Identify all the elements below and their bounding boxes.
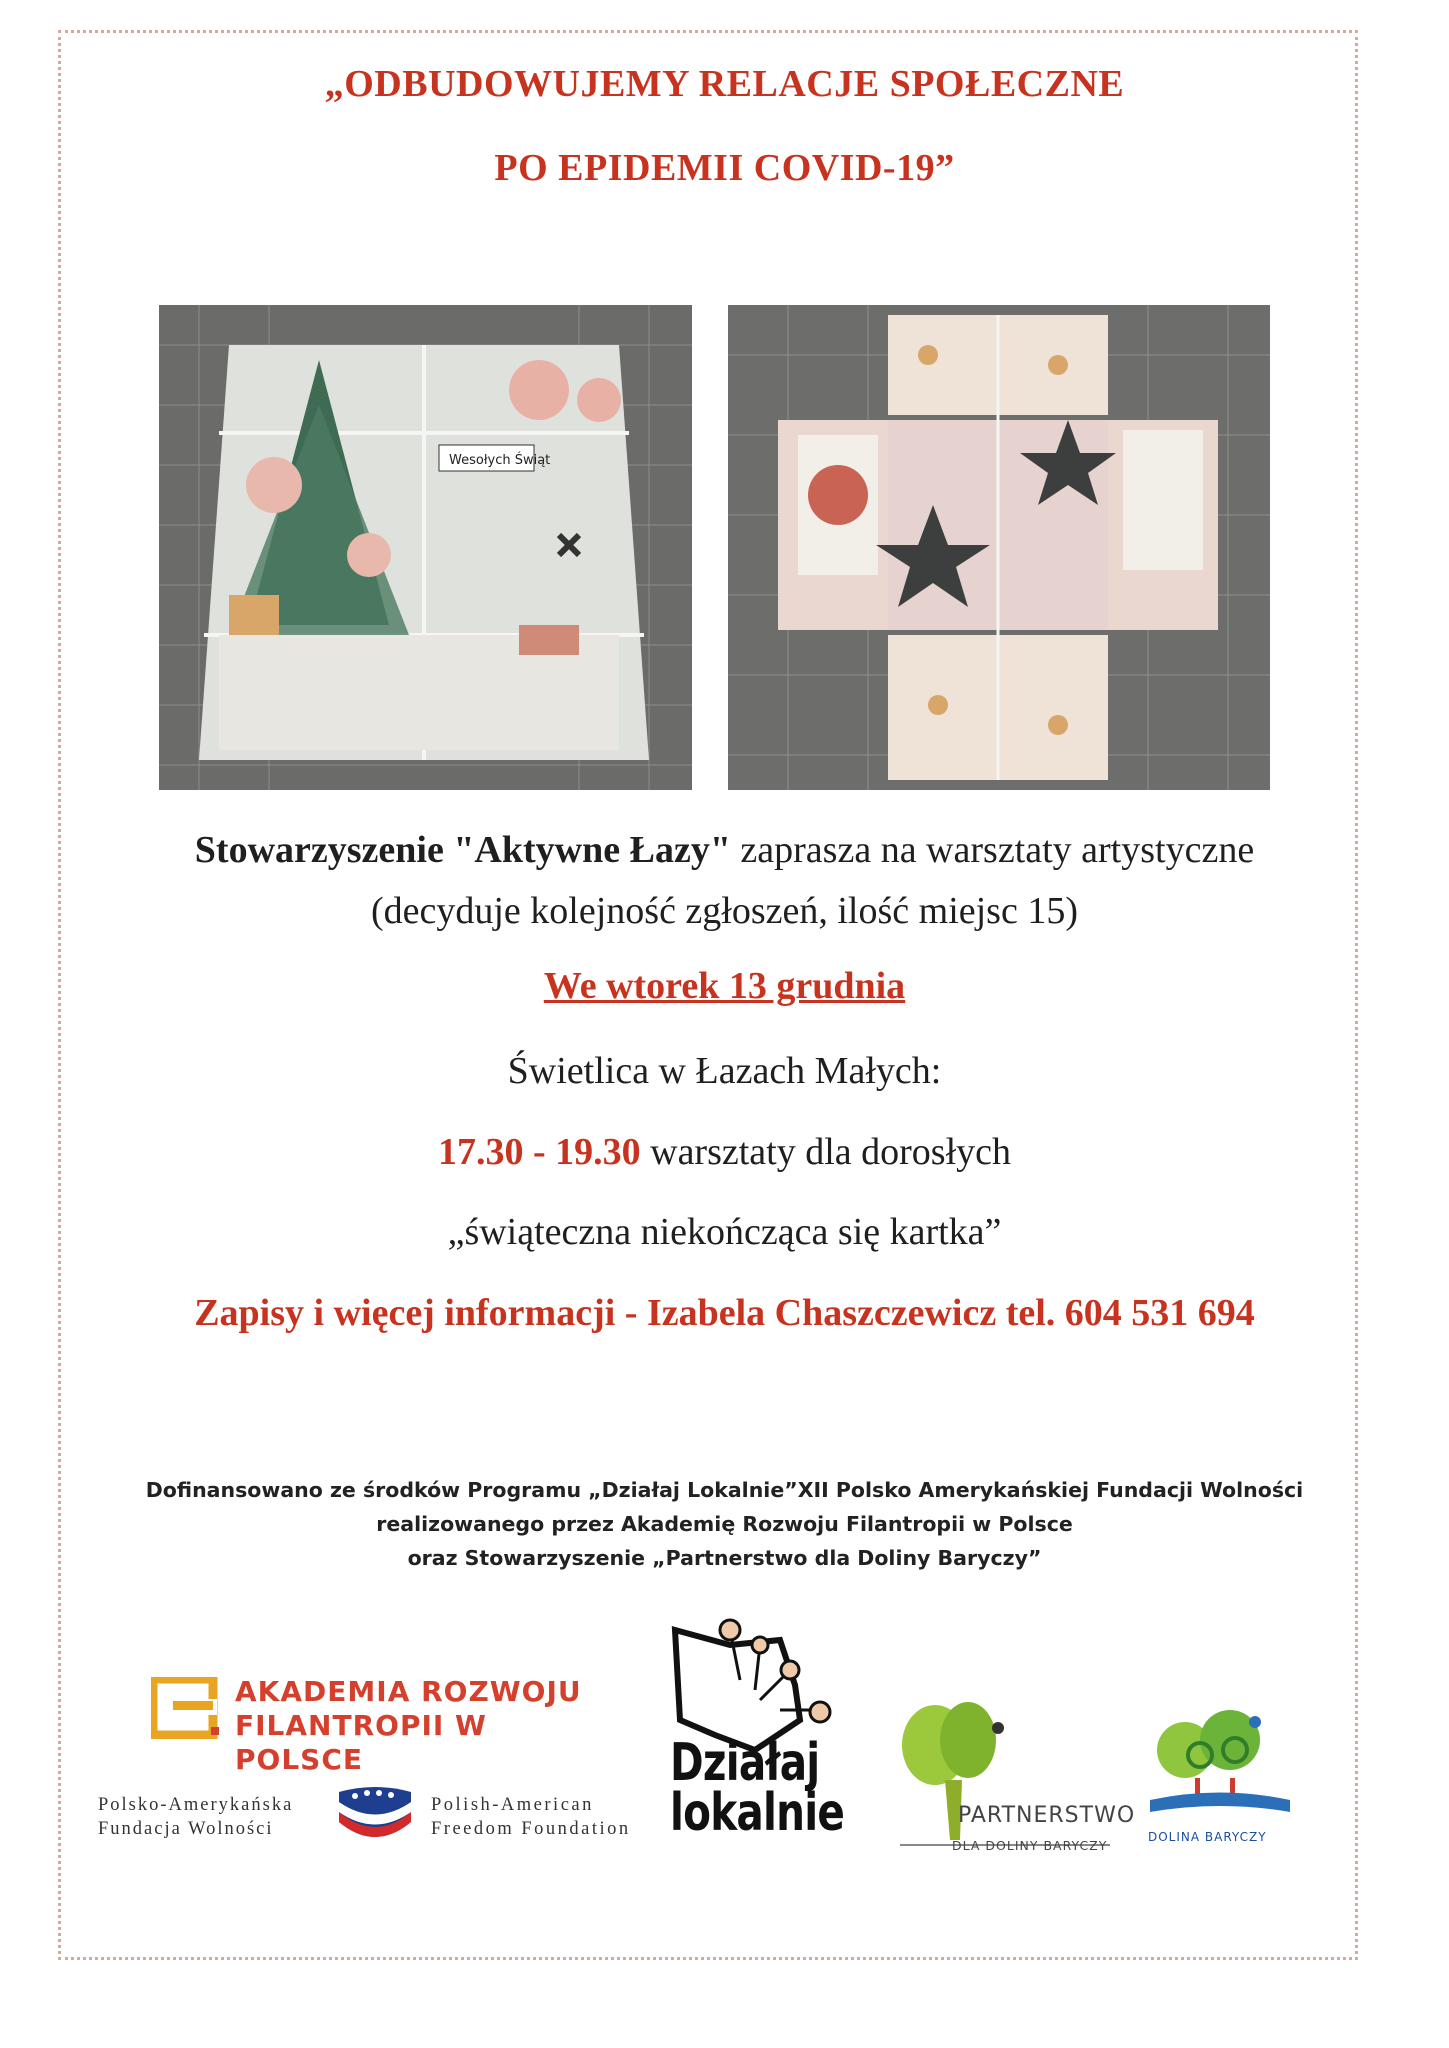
pafw-en-line2: Freedom Foundation (431, 1819, 631, 1839)
funding-line1: Dofinansowano ze środków Programu „Działaj Lokalnie”XII Polsko Amerykańskiej Fundacji Wolności (145, 1478, 1304, 1502)
funding-line3: oraz Stowarzyszenie „Partnerstwo dla Doliny Baryczy” (407, 1546, 1042, 1570)
arfp-logo-icon (151, 1677, 221, 1739)
funding-statement (0, 1473, 1449, 1575)
invitation-text: zaprasza na warsztaty artystyczne (730, 829, 1255, 871)
pafw-pl-line1: Polsko-Amerykańska (98, 1795, 294, 1815)
registration-note: (decyduje kolejność zgłoszeń, ilość miejsc 15) (370, 890, 1078, 932)
dolina-baryczy-logo-text: DOLINA BARYCZY (1148, 1830, 1267, 1844)
photo-christmas-card-front (159, 305, 692, 790)
partnerstwo-logo-text: PARTNERSTWO (958, 1803, 1136, 1828)
poster-title-line2: PO EPIDEMII COVID-19” (494, 147, 955, 189)
dzialaj-line2: lokalnie (670, 1783, 845, 1843)
contact-info: Zapisy i więcej informacji - Izabela Chaszczewicz tel. 604 531 694 (194, 1292, 1255, 1334)
event-audience: warsztaty dla dorosłych (640, 1131, 1012, 1173)
invitation-line (0, 828, 1449, 872)
arfp-line1: AKADEMIA ROZWOJU (235, 1675, 582, 1708)
event-date: We wtorek 13 grudnia (543, 965, 906, 1007)
event-place: Świetlica w Łazach Małych: (507, 1050, 942, 1092)
photo-christmas-card-unfolded (728, 305, 1270, 790)
dzialaj-lokalnie-logo-text (670, 1733, 845, 1843)
arfp-line2: FILANTROPII W POLSCE (235, 1709, 487, 1776)
partnerstwo-logo-icon (880, 1700, 1140, 1860)
arfp-logo (151, 1673, 601, 1776)
pafw-english-name (431, 1793, 631, 1841)
arfp-logo-text (235, 1675, 601, 1777)
event-time-line (0, 1130, 1449, 1174)
workshop-title: „świąteczna niekończąca się kartka” (447, 1211, 1002, 1253)
pafw-en-line1: Polish-American (431, 1795, 594, 1815)
association-name: Stowarzyszenie "Aktywne Łazy" (194, 829, 731, 871)
pafw-pl-line2: Fundacja Wolności (98, 1819, 274, 1839)
pafw-polish-name (98, 1793, 293, 1841)
dolina-baryczy-logo-icon (1140, 1700, 1300, 1840)
funding-line2: realizowanego przez Akademię Rozwoju Filantropii w Polsce (376, 1512, 1073, 1536)
card-greeting-text: Wesołych Świąt (449, 453, 551, 468)
poster-title-line1: „ODBUDOWUJEMY RELACJE SPOŁECZNE (324, 63, 1125, 105)
dzialaj-line1: Działaj (670, 1733, 820, 1793)
pafw-flag-icon (335, 1782, 415, 1852)
partnerstwo-logo-subtext: DLA DOLINY BARYCZY (952, 1838, 1108, 1853)
event-time: 17.30 - 19.30 (437, 1131, 641, 1173)
